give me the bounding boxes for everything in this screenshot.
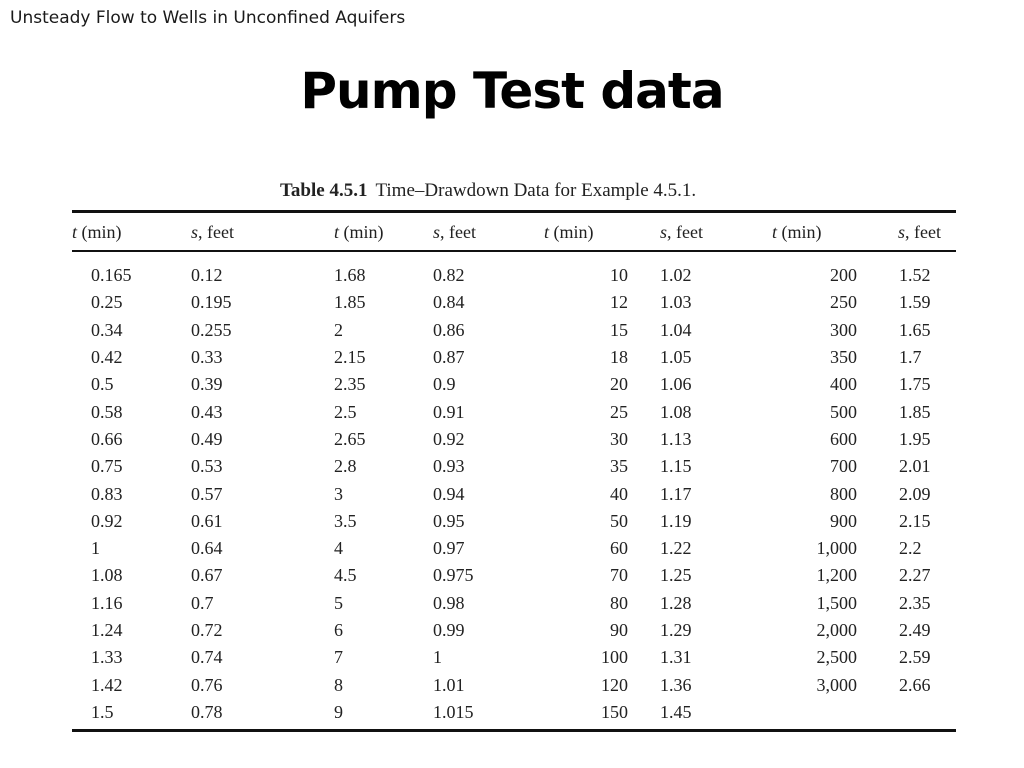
table-cell: 0.72 [191, 620, 223, 640]
table-cell: 0.9 [433, 374, 456, 395]
table-cell: 2.5 [334, 401, 357, 422]
column-header-variable: t [334, 221, 340, 242]
column-header-unit: , feet [905, 221, 941, 242]
table-cell: 25 [610, 401, 628, 422]
table-cell: 12 [610, 292, 628, 313]
table-row [72, 480, 956, 507]
column-header [544, 212, 654, 252]
table-cell: 2.66 [899, 674, 931, 695]
column-header-unit: , feet [440, 221, 476, 242]
table-cell: 0.975 [433, 565, 474, 586]
table-row [72, 344, 956, 371]
column-header-unit: , feet [198, 221, 234, 242]
table-cell: 1.95 [899, 428, 931, 449]
table-cell: 2.01 [899, 456, 931, 477]
table-cell: 0.42 [91, 347, 123, 368]
table-cell: 1.36 [660, 674, 692, 695]
column-header [872, 212, 956, 252]
table-cell: 0.58 [91, 401, 123, 422]
table-header-row [72, 212, 956, 252]
table-cell: 200 [830, 265, 857, 286]
table-cell: 1.06 [660, 374, 692, 395]
table-cell: 18 [610, 347, 628, 368]
table-cell: 3 [334, 483, 343, 504]
table-cell: 0.83 [91, 483, 123, 504]
table-cell: 0.64 [191, 538, 223, 559]
table-cell: 1.75 [899, 374, 931, 395]
table-cell: 10 [610, 265, 628, 286]
table-cell: 0.78 [191, 701, 223, 722]
table-cell: 350 [830, 347, 857, 368]
table-cell: 1.65 [899, 319, 931, 340]
table-cell: 1.85 [899, 401, 931, 422]
table-cell: 7 [334, 647, 343, 668]
table-cell: 400 [830, 374, 857, 395]
table-row [72, 644, 956, 671]
column-header [328, 212, 426, 252]
table-cell: 0.94 [433, 483, 465, 504]
table-cell: 1.42 [91, 674, 123, 695]
table-cell: 1,000 [816, 538, 857, 559]
table-cell: 1.28 [660, 592, 692, 613]
table-caption-text: Time–Drawdown Data for Example 4.5.1. [375, 180, 697, 201]
table-cell: 0.66 [91, 428, 123, 449]
table-cell: 900 [830, 510, 857, 531]
column-header-unit: (min) [339, 221, 384, 242]
time-drawdown-table [72, 212, 956, 726]
column-header [72, 212, 190, 252]
table-cell: 1.45 [660, 701, 692, 722]
table-cell: 0.12 [191, 265, 223, 286]
table-cell: 1.05 [660, 347, 692, 368]
table-cell: 0.61 [191, 510, 223, 531]
table-cell: 0.92 [91, 510, 123, 531]
table-row [72, 371, 956, 398]
table-cell: 9 [334, 701, 343, 722]
table-row [72, 562, 956, 589]
table-cell: 1.16 [91, 592, 123, 613]
table-cell: 1.33 [91, 647, 123, 668]
table-cell: 0.87 [433, 347, 465, 368]
table-cell: 1.015 [433, 701, 474, 722]
table-cell: 60 [610, 538, 628, 559]
table-cell: 1.22 [660, 538, 692, 559]
table-cell: 120 [601, 674, 628, 695]
table-cell: 100 [601, 647, 628, 668]
table-cell: 30 [610, 428, 628, 449]
column-header [426, 212, 544, 252]
table-cell: 1.68 [334, 265, 366, 286]
table-cell: 700 [830, 456, 857, 477]
table-cell: 0.91 [433, 401, 465, 422]
column-header-unit: (min) [77, 221, 122, 242]
table-cell: 90 [610, 620, 628, 640]
table-cell: 0.33 [191, 347, 223, 368]
table-cell: 0.76 [191, 674, 223, 695]
table-cell: 1.59 [899, 292, 931, 313]
column-header-variable: t [72, 221, 78, 242]
table-cell: 600 [830, 428, 857, 449]
table-cell: 0.86 [433, 319, 465, 340]
table-cell: 6 [334, 620, 343, 640]
table-cell [872, 699, 956, 726]
table-row [72, 590, 956, 617]
table-cell [772, 699, 872, 726]
table-cell: 0.5 [91, 374, 114, 395]
table-cell: 0.82 [433, 265, 465, 286]
table-cell: 1.5 [91, 701, 114, 722]
table-cell: 0.195 [191, 292, 232, 313]
table-row [72, 398, 956, 425]
table-cell: 3.5 [334, 510, 357, 531]
table-cell: 2.35 [334, 374, 366, 395]
table-cell: 0.92 [433, 428, 465, 449]
table-cell: 80 [610, 592, 628, 613]
table-cell: 0.57 [191, 483, 223, 504]
table-cell: 0.97 [433, 538, 465, 559]
table-cell: 15 [610, 319, 628, 340]
table-cell: 1.03 [660, 292, 692, 313]
table-row [72, 699, 956, 726]
table-cell: 35 [610, 456, 628, 477]
table-cell: 4.5 [334, 565, 357, 586]
table-cell: 800 [830, 483, 857, 504]
table-cell: 2.27 [899, 565, 931, 586]
table-cell: 1.15 [660, 456, 692, 477]
column-header-variable: s [898, 221, 906, 242]
table-cell: 500 [830, 401, 857, 422]
table-cell: 1.19 [660, 510, 692, 531]
table-cell: 1.01 [433, 674, 465, 695]
column-header [772, 212, 872, 252]
table-cell: 0.75 [91, 456, 123, 477]
table-caption-number: Table 4.5.1 [280, 180, 368, 201]
table-cell: 1 [433, 647, 442, 668]
table-cell: 2 [334, 319, 343, 340]
table-cell: 0.74 [191, 647, 223, 668]
table-cell: 300 [830, 319, 857, 340]
column-header-unit: (min) [777, 221, 822, 242]
column-header [190, 212, 328, 252]
table-cell: 2.2 [899, 538, 922, 559]
table-cell: 2.49 [899, 620, 931, 640]
table-cell: 1,500 [816, 592, 857, 613]
table-cell: 0.67 [191, 565, 223, 586]
table-cell: 2.65 [334, 428, 366, 449]
table-cell: 0.34 [91, 319, 123, 340]
table-cell: 1,200 [816, 565, 857, 586]
table-cell: 250 [830, 292, 857, 313]
column-header-variable: s [660, 221, 668, 242]
table-cell: 0.95 [433, 510, 465, 531]
column-header-unit: (min) [549, 221, 594, 242]
table-bottom-rule [72, 729, 956, 732]
table-cell: 8 [334, 674, 343, 695]
table-cell: 0.255 [191, 319, 232, 340]
table-cell: 70 [610, 565, 628, 586]
table-cell: 0.7 [191, 592, 214, 613]
table-cell: 2.15 [334, 347, 366, 368]
table-cell: 1.24 [91, 620, 123, 640]
table-cell: 1.31 [660, 647, 692, 668]
column-header-unit: , feet [667, 221, 703, 242]
table-body [72, 252, 956, 726]
table-row [72, 508, 956, 535]
table-cell: 1.52 [899, 265, 931, 286]
table-cell: 4 [334, 538, 343, 559]
table-cell: 20 [610, 374, 628, 395]
table-cell: 3,000 [816, 674, 857, 695]
table-cell: 0.53 [191, 456, 223, 477]
table-cell: 1.02 [660, 265, 692, 286]
table-cell: 1.25 [660, 565, 692, 586]
table-cell: 1.08 [660, 401, 692, 422]
column-header-variable: s [433, 221, 441, 242]
table-cell: 2,500 [816, 647, 857, 668]
table-row [72, 317, 956, 344]
table-cell: 2.35 [899, 592, 931, 613]
table-cell: 1 [91, 538, 100, 559]
table-cell: 5 [334, 592, 343, 613]
table-cell: 0.25 [91, 292, 123, 313]
table-cell: 2.15 [899, 510, 931, 531]
table-cell: 1.7 [899, 347, 922, 368]
table-row [72, 617, 956, 644]
table-row [72, 289, 956, 316]
table-cell: 0.84 [433, 292, 465, 313]
table-row [72, 252, 956, 289]
page-title: Pump Test data [300, 62, 724, 120]
table-cell: 2.09 [899, 483, 931, 504]
column-header-variable: t [772, 221, 778, 242]
table-cell: 2.8 [334, 456, 357, 477]
table-cell: 2,000 [816, 620, 857, 640]
table-cell: 1.13 [660, 428, 692, 449]
table-cell: 0.43 [191, 401, 223, 422]
table-cell: 150 [601, 701, 628, 722]
table-row [72, 535, 956, 562]
table-cell: 1.08 [91, 565, 123, 586]
table-caption [280, 180, 696, 202]
table-cell: 0.165 [91, 265, 132, 286]
column-header-variable: s [191, 221, 199, 242]
table-cell: 0.99 [433, 620, 465, 640]
table-row [72, 426, 956, 453]
table-cell: 50 [610, 510, 628, 531]
column-header [654, 212, 772, 252]
table-cell: 0.93 [433, 456, 465, 477]
table-row [72, 453, 956, 480]
table-row [72, 671, 956, 698]
table-cell: 2.59 [899, 647, 931, 668]
table-cell: 1.04 [660, 319, 692, 340]
table-cell: 0.98 [433, 592, 465, 613]
table-cell: 40 [610, 483, 628, 504]
column-header-variable: t [544, 221, 550, 242]
header-label: Unsteady Flow to Wells in Unconfined Aquifers [10, 8, 406, 28]
table-cell: 1.85 [334, 292, 366, 313]
table-cell: 0.49 [191, 428, 223, 449]
table-cell: 1.17 [660, 483, 692, 504]
table-cell: 1.29 [660, 620, 692, 640]
table-cell: 0.39 [191, 374, 223, 395]
